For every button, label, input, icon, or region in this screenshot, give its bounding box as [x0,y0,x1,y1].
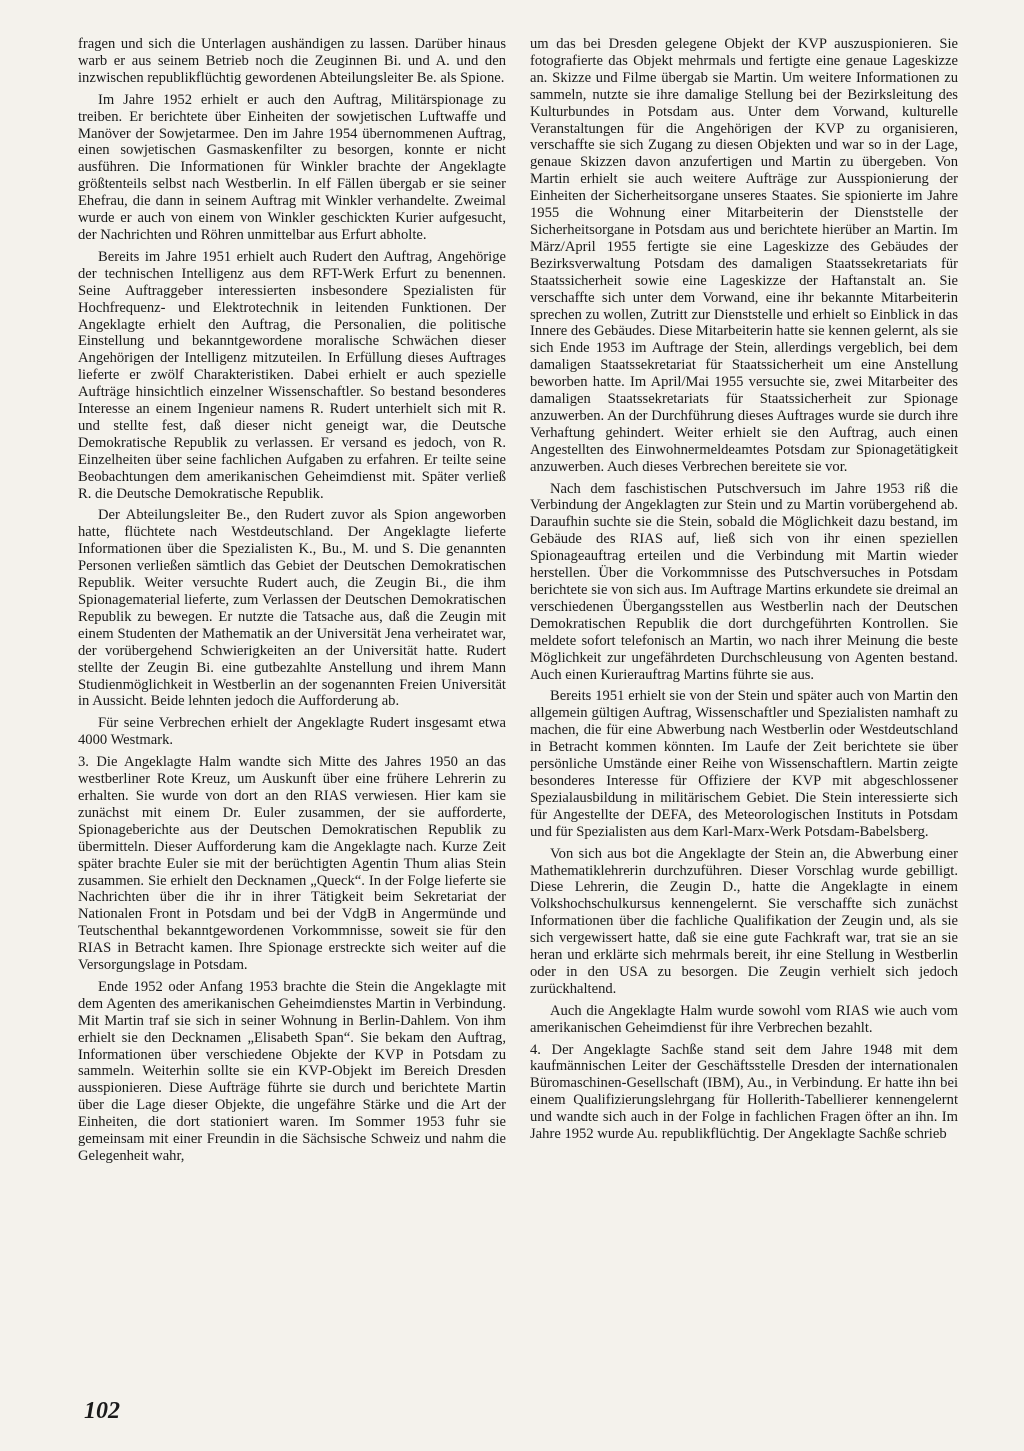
paragraph: Nach dem faschistischen Putschversuch im Jahre 1953 riß die Verbindung der Angeklagten zur Stein und zu Martin vorübergehend ab. Daraufhin suchte sie die Stein, sobald die Möglichkeit dazu bestand, im Gebäude des RIAS auf, ließ sich von ihr einen speziellen Spionageauftrag erteilen und die Verbindung mit Martin wieder herstellen. Über die Vorkommnisse des Putschversuches in Potsdam berichtete sie von sich aus. Im Auftrage Martins erkundete sie dreimal an verschiedenen Übergangsstellen aus Westberlin nach der Deutschen Demokratischen Republik die dort durchgeführten Kontrollen. Sie meldete sofort telefonisch an Martin, wo nach ihrer Meinung die beste Möglichkeit zur ungefährdeten Durchschleusung von Agenten bestand. Auch einen Kurierauftrag Martins führte sie aus. [530,480,958,683]
document-page [78,36,958,1421]
paragraph: Von sich aus bot die Angeklagte der Stein an, die Abwerbung einer Mathematiklehrerin durchzuführen. Dieser Vorschlag wurde gebilligt. Diese Lehrerin, die Zeugin D., hatte die Angeklagte in einem Volkshochschulkursus kennengelernt. Sie verschaffte sich zunächst Informationen über die fachliche Qualifikation der Zeugin und, als sie sich vergewissert hatte, daß sie eine gute Fachkraft war, trat sie an sie heran und erklärte sich mehrmals bereit, ihr eine Stellung in Westberlin oder in den USA zu besorgen. Die Zeugin verhielt sich jedoch zurückhaltend. [530,845,958,997]
paragraph: Im Jahre 1952 erhielt er auch den Auftrag, Militärspionage zu treiben. Er berichtete über Einheiten der sowjetischen Luftwaffe und Manöver der Sowjetarmee. Den im Jahre 1954 übernommenen Auftrag, einen sowjetischen Gasmaskenfilter zu besorgen, konnte er nicht ausführen. Die Informationen für Winkler brachte der Angeklagte größtenteils selbst nach Westberlin. In elf Fällen übergab er sie seiner Ehefrau, die dann in seinem Auftrag mit Winkler verhandelte. Zweimal wurde er auch von einem von Winkler geschickten Kurier aufgesucht, der Nachrichten und Röhren unmittelbar aus Erfurt abholte. [78,91,506,243]
paragraph: um das bei Dresden gelegene Objekt der KVP auszuspionieren. Sie fotografierte das Objekt mehrmals und fertigte eine genaue Lageskizze an. Skizze und Filme übergab sie Martin. Um weitere Informationen zu sammeln, nutzte sie ihre damalige Stellung bei der Bezirksleitung des Kulturbundes in Potsdam aus. Unter dem Vorwand, kulturelle Veranstaltungen für die Angehörigen der KVP zu organisieren, verschaffte sie sich Zugang zu diesen Objekten und war so in der Lage, genaue Skizzen davon anzufertigen und Martin zu übergeben. Von Martin erhielt sie auch weitere Aufträge zur Ausspionierung der Einheiten der Sicherheitsorgane unseres Staates. Sie spionierte im Jahre 1955 die Wohnung einer Mitarbeiterin der Dienststelle der Sicherheitsorgane in Potsdam aus und berichtete hierüber an Martin. Im März/April 1955 fertigte sie eine Lageskizze des Gebäudes der Bezirksverwaltung Potsdam des damaligen Staatssekretariats für Staatssicherheit sowie eine Lageskizze der Haftanstalt an. Sie verschaffte sich unter dem Vorwand, eine ihr bekannte Mitarbeiterin sprechen zu wollen, Zutritt zur Dienststelle und erhielt so Einblick in das Innere des Gebäudes. Diese Mitarbeiterin hatte sie kennen gelernt, als sie sich Ende 1953 im Auftrage der Stein, allerdings vergeblich, bei dem damaligen Staatssekretariat für Staatssicherheit um eine Anstellung beworben hatte. Im April/Mai 1955 versuchte sie, zwei Mitarbeiter des damaligen Staatssekretariats für Staatssicherheit zur Spionage anzuwerben. An der Durchführung dieses Auftrages wurde sie durch ihre Verhaftung gehindert. Weiter erhielt sie den Auftrag, auch einen Angestellten des Einwohnermeldeamtes Potsdam zur Spionagetätigkeit anzuwerben. Auch dieses Verbrechen bereitete sie vor. [530,36,958,475]
paragraph: Auch die Angeklagte Halm wurde sowohl vom RIAS wie auch vom amerikanischen Geheimdienst für ihre Verbrechen bezahlt. [530,1002,958,1036]
paragraph: Der Abteilungsleiter Be., den Rudert zuvor als Spion angeworben hatte, flüchtete nach Westdeutschland. Der Angeklagte lieferte Informationen über die Spezialisten K., Bu., M. und S. Die genannten Personen verließen sämtlich das Gebiet der Deutschen Demokratischen Republik. Weiter versuchte Rudert auch, die Zeugin Bi., die ihm Spionagematerial lieferte, zum Verlassen der Deutschen Demokratischen Republik zu bewegen. Er nutzte die Tatsache aus, daß die Zeugin mit einem Studenten der Mathematik an der Universität Jena verheiratet war, der vorübergehend Schwierigkeiten an der Universität hatte. Rudert stellte der Zeugin Bi. eine gutbezahlte Anstellung und ihrem Mann Studienmöglichkeit in Westberlin an der sogenannten Freien Universität in Aussicht. Beide lehnten jedoch die Aufforderung ab. [78,507,506,710]
paragraph: Für seine Verbrechen erhielt der Angeklagte Rudert insgesamt etwa 4000 Westmark. [78,715,506,749]
left-column [78,36,506,1336]
paragraph: 3. Die Angeklagte Halm wandte sich Mitte des Jahres 1950 an das westberliner Rote Kreuz, um Auskunft über eine frühere Lehrerin zu erhalten. Sie wurde von dort an den RIAS verwiesen. Hier kam sie zunächst mit einem Dr. Euler zusammen, der sie aufforderte, Spionageberichte aus der Deutschen Demokratischen Republik zu übermitteln. Dieser Aufforderung kam die Angeklagte nach. Kurze Zeit später brachte Euler sie mit der berüchtigten Agentin Thum alias Stein zusammen. Sie erhielt den Decknamen „Queck“. In der Folge lieferte sie Nachrichten über die ihr in ihrer Tätigkeit beim Sekretariat der Nationalen Front in Potsdam und bei der VdgB in Angermünde und Teutschenthal bekanntgewordenen Vorkommnisse, soweit sie für den RIAS in Betracht kamen. Ihre Spionage erstreckte sich weiter auf die Versorgungslage in Potsdam. [78,754,506,974]
paragraph: Bereits im Jahre 1951 erhielt auch Rudert den Auftrag, Angehörige der technischen Intelligenz aus dem RFT-Werk Erfurt zu benennen. Seine Auftraggeber interessierten insbesondere Spezialisten für Hochfrequenz- und Elektrotechnik in leitenden Funktionen. Der Angeklagte erhielt den Auftrag, die Personalien, die politische Einstellung und bekanntgewordene moralische Schwächen dieser Angehörigen der Intelligenz mitzuteilen. In Erfüllung dieses Auftrages lieferte er zwölf Charakteristiken. Dabei erhielt er auch spezielle Aufträge hinsichtlich einzelner Wissenschaftler. So bestand besonderes Interesse an einem Ingenieur namens R. Rudert unterhielt sich mit R. und stellte fest, daß dieser nicht geneigt war, die Deutsche Demokratische Republik zu verlassen. Er versand es jedoch, von R. Einzelheiten über seine fachlichen Aufgaben zu erfahren. Er teilte seine Beobachtungen dem amerikanischen Geheimdienst mit. Später verließ R. die Deutsche Demokratische Republik. [78,248,506,502]
paragraph: Ende 1952 oder Anfang 1953 brachte die Stein die Angeklagte mit dem Agenten des amerikanischen Geheimdienstes Martin in Verbindung. Mit Martin traf sie sich in seiner Wohnung in Berlin-Dahlem. Von ihm erhielt sie den Decknamen „Elisabeth Span“. Sie bekam den Auftrag, Informationen über verschiedene Objekte der KVP in Potsdam zu sammeln. Weiterhin sollte sie ein KVP-Objekt im Bereich Dresden ausspionieren. Diese Aufträge führte sie durch und berichtete Martin über die Lage dieser Objekte, die ungefähre Stärke und die Art der Einheiten, die dort stationiert waren. Im Sommer 1953 fuhr sie gemeinsam mit einer Freundin in die Sächsische Schweiz und nahm die Gelegenheit wahr, [78,978,506,1164]
paragraph: fragen und sich die Unterlagen aushändigen zu lassen. Darüber hinaus warb er aus seinem Betrieb noch die Zeuginnen Bi. und A. und den inzwischen republikflüchtig gewordenen Abteilungsleiter Be. als Spione. [78,36,506,86]
paragraph: Bereits 1951 erhielt sie von der Stein und später auch von Martin den allgemein gültigen Auftrag, Wissenschaftler und Spezialisten namhaft zu machen, die für eine Abwerbung nach Westberlin oder Westdeutschland in Betracht kommen könnten. Im Laufe der Zeit berichtete sie über persönliche Umstände einer Reihe von Wissenschaftlern. Martin zeigte besonderes Interesse für Offiziere der KVP mit abgeschlossener Spezialausbildung in militärischem Gebiet. Die Stein interessierte sich für Angestellte der DEFA, des Meteorologischen Instituts in Potsdam und für Spezialisten aus dem Karl-Marx-Werk Potsdam-Babelsberg. [530,688,958,840]
page-number: 102 [84,1398,120,1424]
paragraph: 4. Der Angeklagte Sachße stand seit dem Jahre 1948 mit dem kaufmännischen Leiter der Geschäftsstelle Dresden der internationalen Büromaschinen-Gesellschaft (IBM), Au., in Verbindung. Er hatte ihn bei einem Qualifizierungslehrgang für Hollerith-Tabellierer kennengelernt und wandte sich auch in der Folge in fachlichen Fragen öfter an ihn. Im Jahre 1952 wurde Au. republikflüchtig. Der Angeklagte Sachße schrieb [530,1041,958,1143]
right-column [530,36,958,1336]
